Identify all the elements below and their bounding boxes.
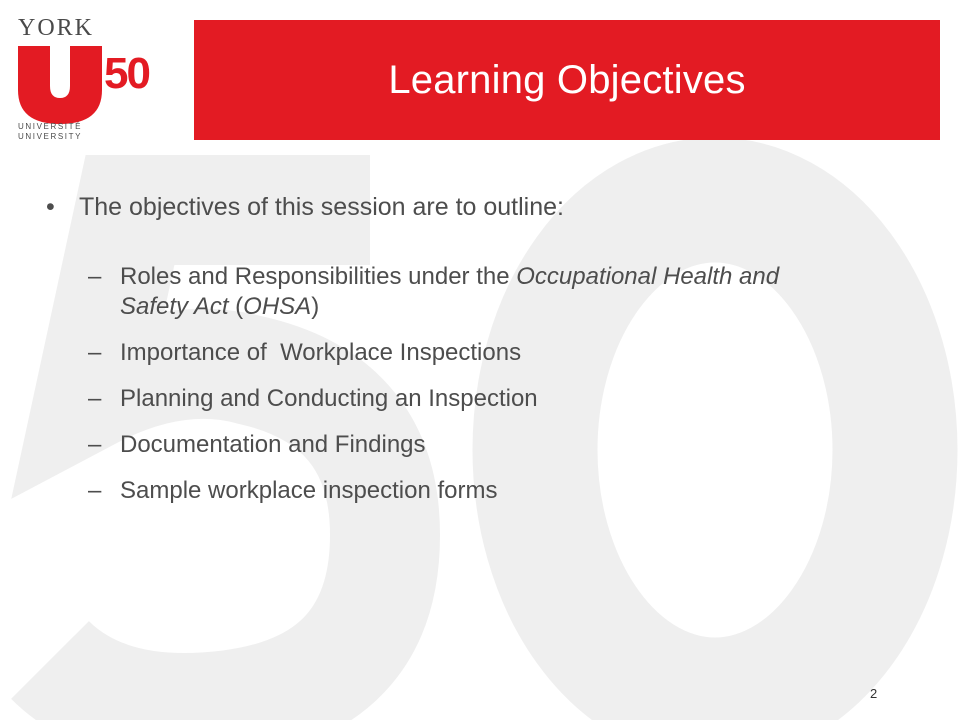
logo-50-text: 50 — [104, 49, 149, 98]
slide-body — [46, 192, 906, 522]
dash-marker: – — [88, 263, 102, 290]
slide-title: Learning Objectives — [388, 57, 746, 102]
objective-text: Importance of Workplace Inspections — [120, 339, 522, 366]
logo-york-text: YORK — [18, 15, 95, 41]
dash-marker: – — [88, 477, 102, 504]
dash-marker: – — [88, 385, 102, 412]
page-number: 2 — [870, 686, 878, 701]
main-bullet — [46, 192, 906, 222]
objective-text: Sample workplace inspection forms — [120, 477, 498, 504]
dash-marker: – — [88, 431, 102, 458]
objective-item-importance — [88, 338, 906, 368]
objective-item-planning — [88, 384, 906, 414]
objective-text — [120, 262, 850, 322]
objective-text-part: Roles and Responsibilities under the — [120, 263, 517, 290]
objective-text-part: ( — [228, 293, 244, 320]
objective-text: Planning and Conducting an Inspection — [120, 385, 538, 412]
objective-text: Documentation and Findings — [120, 431, 426, 458]
objective-text-part: ) — [311, 293, 320, 320]
objective-item-documentation — [88, 430, 906, 460]
act-name-italic: Occupational Health and Safety Act — [120, 263, 780, 320]
objectives-list — [88, 262, 906, 506]
bullet-marker: • — [46, 193, 55, 221]
logo-universite-text: UNIVERSITÉ — [18, 122, 83, 131]
logo-university-text: UNIVERSITY — [18, 132, 83, 141]
york-u50-logo — [14, 12, 182, 142]
logo-u-shape — [18, 46, 102, 124]
title-banner — [194, 20, 940, 140]
dash-marker: – — [88, 339, 102, 366]
act-acronym-italic: OHSA — [243, 293, 312, 320]
objective-item-forms — [88, 476, 906, 506]
main-bullet-text: The objectives of this session are to outline: — [79, 193, 564, 221]
objective-item-roles — [88, 262, 906, 322]
